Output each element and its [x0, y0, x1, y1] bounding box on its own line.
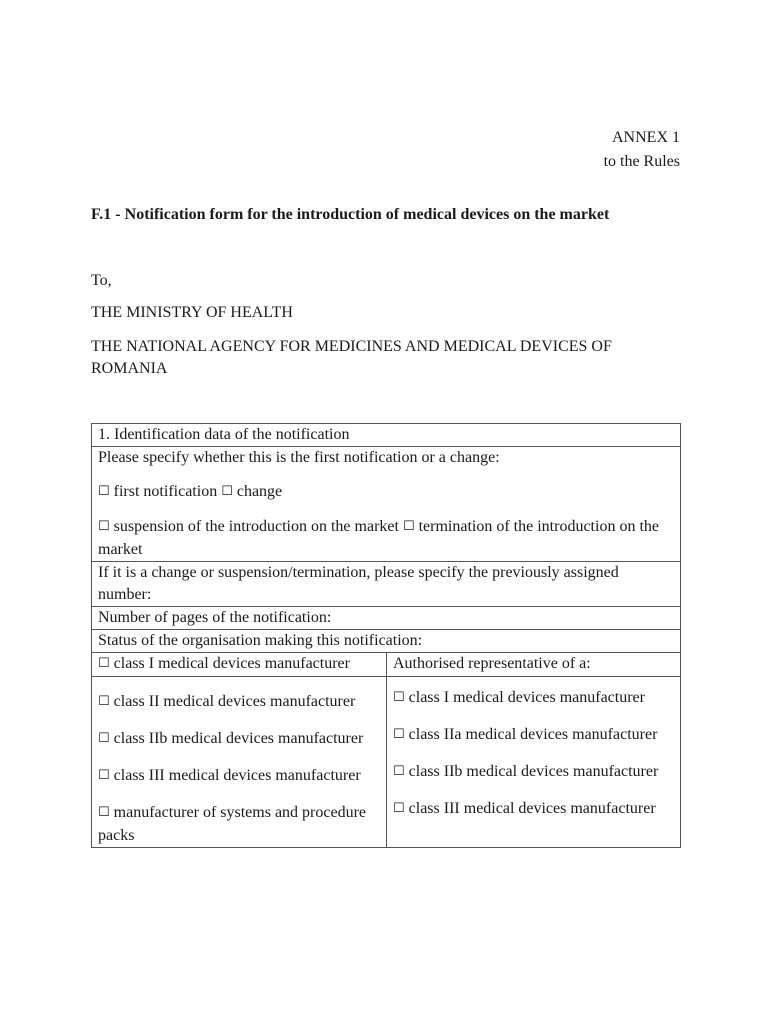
label-change: change — [236, 483, 283, 500]
checkbox-rep-class-iii[interactable]: ☐ — [393, 801, 405, 816]
label-rep-class-iii: class III medical devices manufacturer — [408, 800, 656, 817]
annex-subtitle: to the Rules — [603, 153, 680, 170]
representative-options-cont — [387, 677, 681, 848]
label-class-iii-manufacturer: class III medical devices manufacturer — [113, 767, 361, 784]
label-first-notification: first notification — [113, 483, 218, 500]
label-rep-class-i: class I medical devices manufacturer — [408, 689, 645, 706]
checkbox-change[interactable]: ☐ — [221, 484, 233, 499]
table-row — [92, 607, 681, 630]
label-rep-class-iia: class IIa medical devices manufacturer — [408, 726, 658, 743]
label-termination: termination of the introduction on the market — [98, 518, 659, 558]
checkbox-systems-procedure-packs[interactable]: ☐ — [98, 805, 110, 820]
salutation: To, — [91, 272, 112, 289]
form-title: F.1 - Notification form for the introduction of medical devices on the market — [91, 206, 610, 223]
table-row — [92, 677, 681, 848]
recipient-ministry: THE MINISTRY OF HEALTH — [91, 304, 293, 321]
table-row — [92, 562, 681, 607]
recipient-agency: THE NATIONAL AGENCY FOR MEDICINES AND MEDICAL DEVICES OF ROMANIA — [91, 338, 612, 377]
checkbox-class-iii-manufacturer[interactable]: ☐ — [98, 768, 110, 783]
table-row — [92, 630, 681, 653]
checkbox-class-i-manufacturer[interactable]: ☐ — [98, 656, 110, 671]
checkbox-first-notification[interactable]: ☐ — [98, 484, 110, 499]
previous-number-cell[interactable] — [92, 562, 681, 607]
section-title-cell — [92, 424, 681, 447]
checkbox-termination[interactable]: ☐ — [402, 519, 415, 534]
previous-number-label: If it is a change or suspension/termination, please specify the previously assigned number: — [98, 564, 619, 603]
representative-options — [387, 653, 681, 677]
notification-table — [91, 423, 681, 848]
annex-number: ANNEX 1 — [612, 129, 680, 146]
status-label: Status of the organisation making this notification: — [98, 632, 423, 649]
section-title: 1. Identification data of the notification — [98, 426, 350, 443]
notification-type-cell — [92, 447, 681, 562]
label-suspension: suspension of the introduction on the market — [113, 518, 399, 535]
manufacturer-options-cont — [92, 677, 387, 848]
label-class-ii-manufacturer: class II medical devices manufacturer — [113, 693, 356, 710]
label-rep-class-iib: class IIb medical devices manufacturer — [408, 763, 659, 780]
checkbox-class-iib-manufacturer[interactable]: ☐ — [98, 731, 110, 746]
table-row — [92, 447, 681, 562]
status-cell — [92, 630, 681, 653]
pages-cell[interactable] — [92, 607, 681, 630]
checkbox-rep-class-iib[interactable]: ☐ — [393, 764, 405, 779]
manufacturer-options — [92, 653, 387, 677]
label-class-iib-manufacturer: class IIb medical devices manufacturer — [113, 730, 364, 747]
representative-header: Authorised representative of a: — [393, 655, 591, 672]
specify-prompt: Please specify whether this is the first notification or a change: — [98, 449, 500, 466]
table-row — [92, 653, 681, 677]
label-class-i-manufacturer: class I medical devices manufacturer — [113, 655, 350, 672]
checkbox-suspension[interactable]: ☐ — [98, 519, 110, 534]
annex-heading — [604, 126, 680, 174]
checkbox-rep-class-iia[interactable]: ☐ — [393, 727, 405, 742]
label-systems-procedure-packs: manufacturer of systems and procedure packs — [98, 804, 366, 844]
table-row — [92, 424, 681, 447]
pages-label: Number of pages of the notification: — [98, 609, 332, 626]
checkbox-rep-class-i[interactable]: ☐ — [393, 690, 405, 705]
checkbox-class-ii-manufacturer[interactable]: ☐ — [98, 694, 110, 709]
